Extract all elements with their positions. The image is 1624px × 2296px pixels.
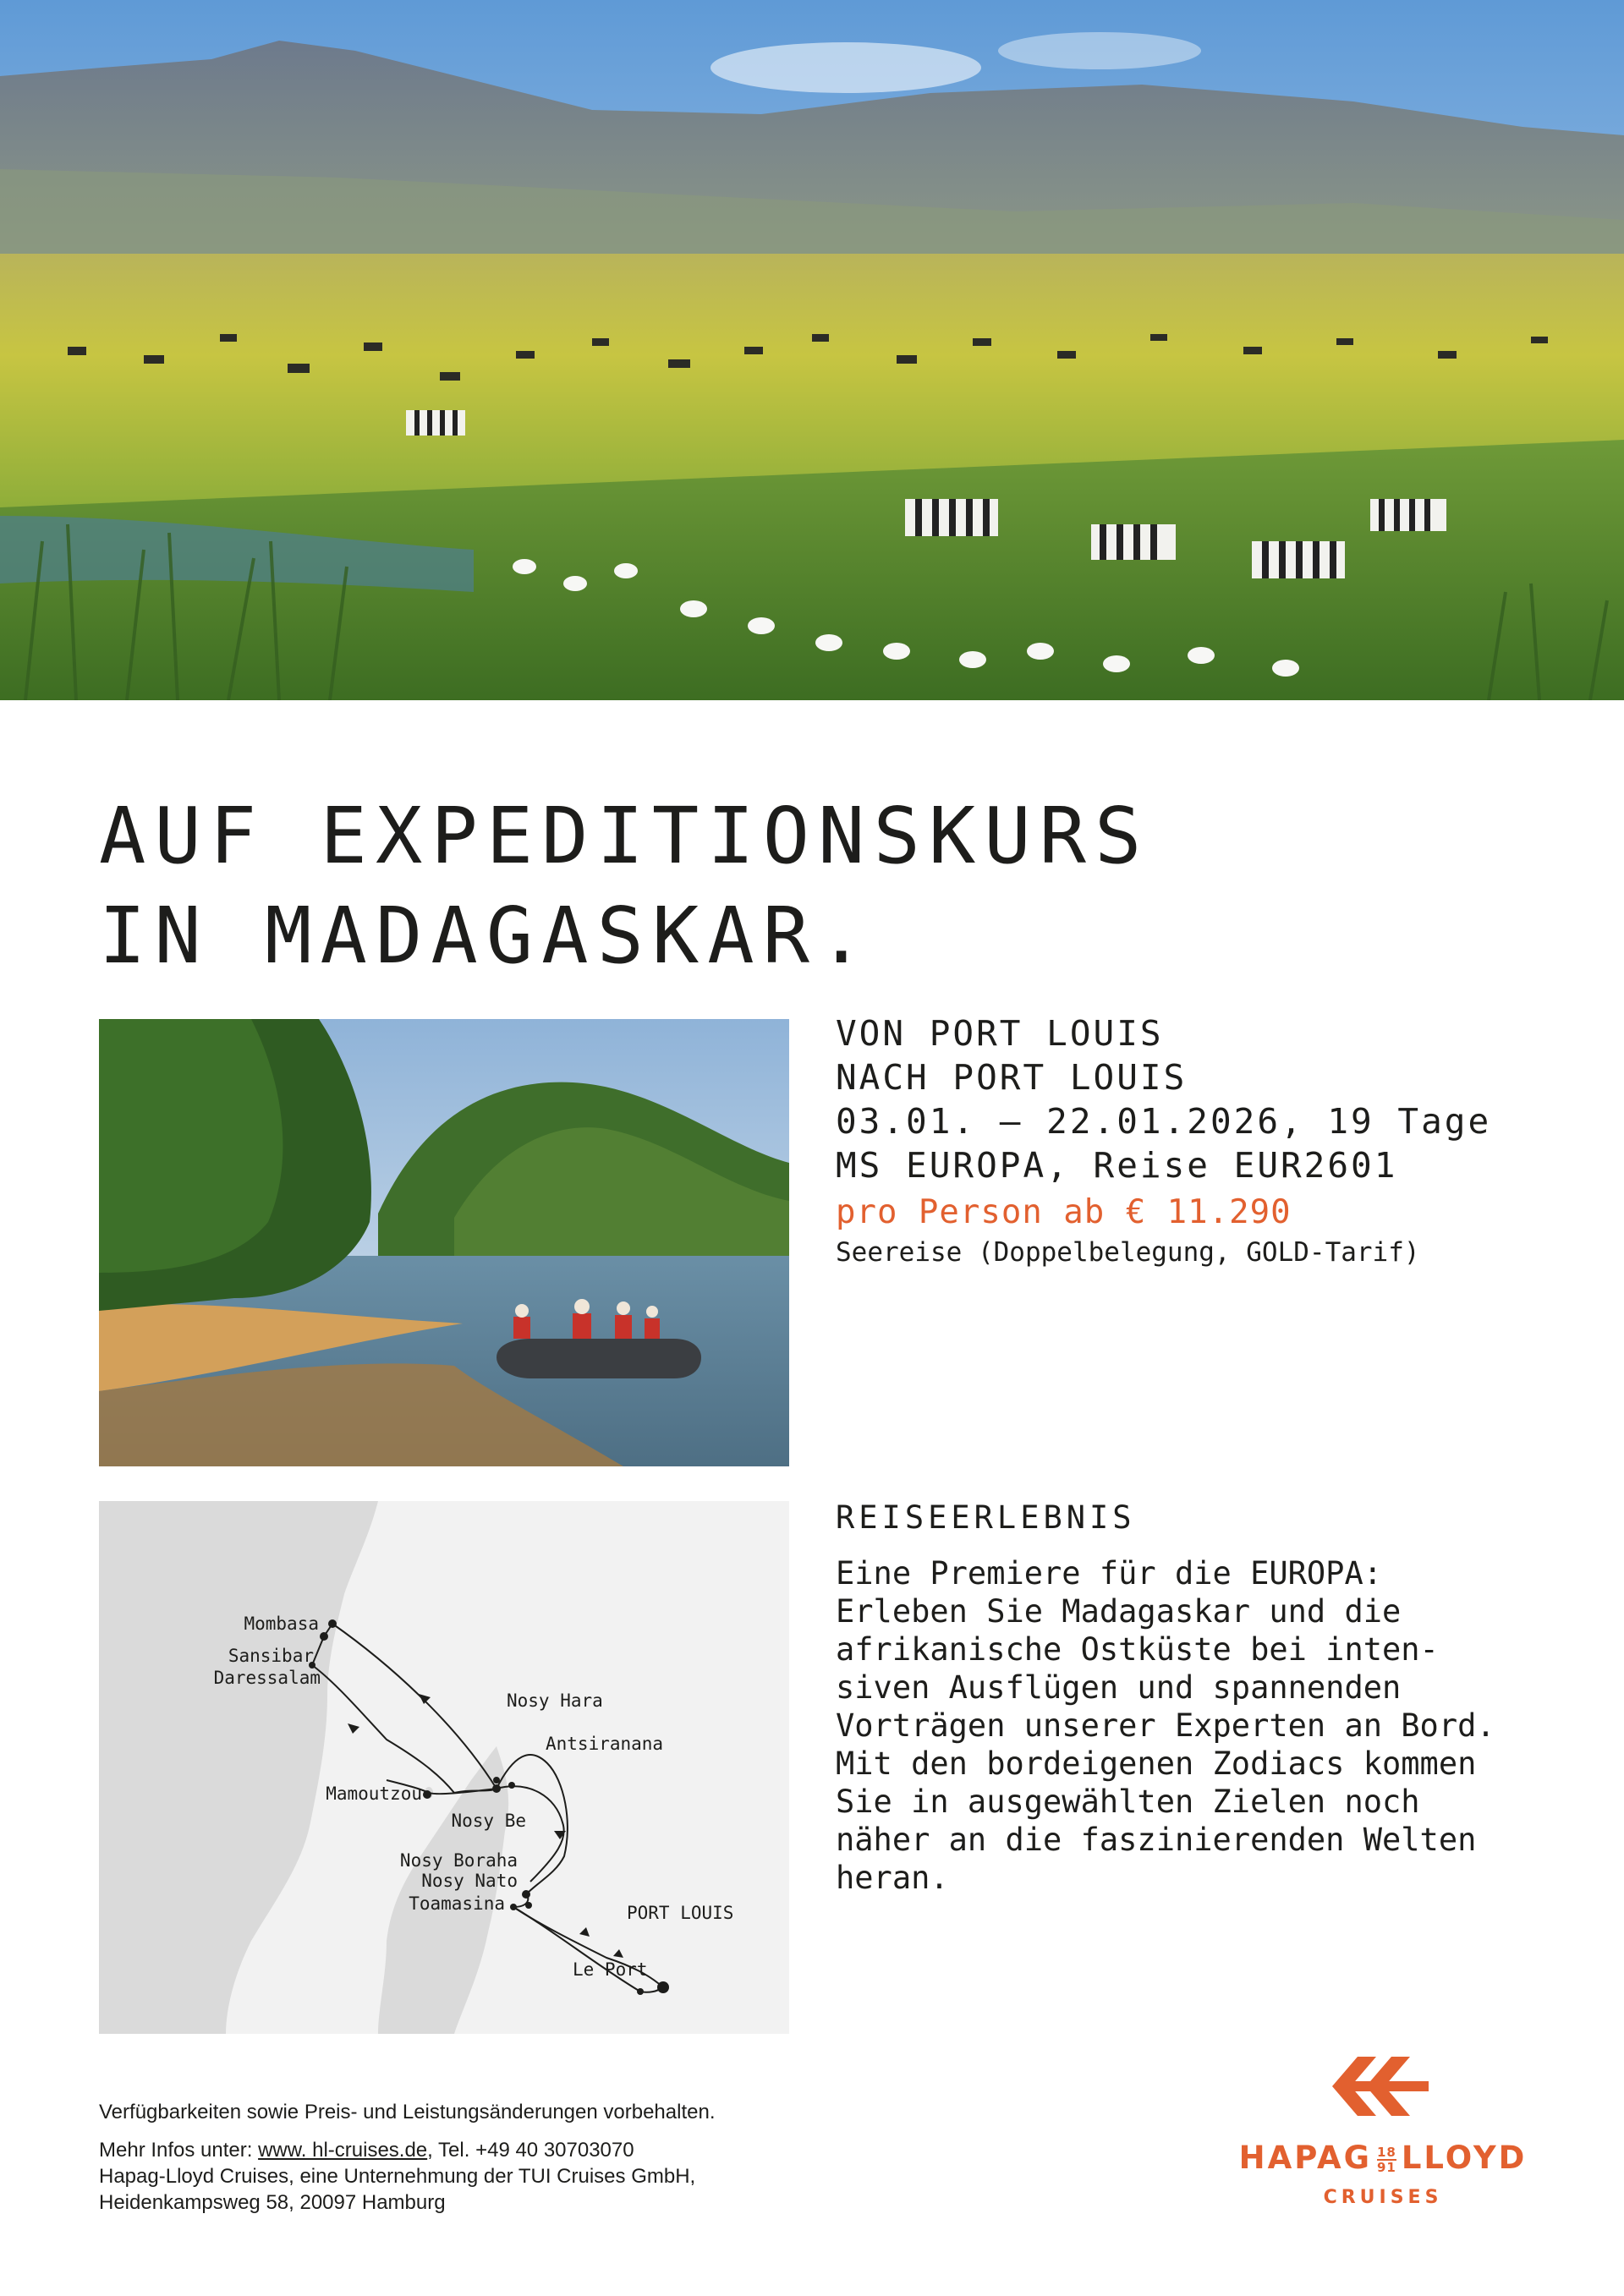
port-dot-nosy-hara	[493, 1777, 500, 1784]
experience-line: Mit den bordeigenen Zodiacs kommen	[836, 1745, 1477, 1782]
logo-wordmark	[1231, 2140, 1535, 2176]
logo-years	[1377, 2145, 1396, 2174]
experience-line: siven Ausflügen und spannenden	[836, 1669, 1402, 1706]
experience-line: Erleben Sie Madagaskar und die	[836, 1593, 1402, 1630]
headline-line-2: IN MADAGASKAR.	[99, 890, 874, 981]
map-label-le-port: Le Port	[573, 1959, 648, 1980]
hero-photo-illustration	[0, 0, 1624, 700]
logo-mark-icon	[1231, 2047, 1535, 2131]
experience-line: näher an die faszinierenden Welten	[836, 1822, 1477, 1858]
logo-year-bottom: 91	[1376, 2159, 1396, 2175]
page-headline	[99, 786, 1537, 986]
trip-dates: 03.01. – 22.01.2026, 19 Tage	[836, 1101, 1492, 1142]
footer-company: Hapag-Lloyd Cruises, eine Unternehmung der TUI Cruises GmbH,	[99, 2165, 696, 2188]
experience-line: Sie in ausgewählten Zielen noch	[836, 1784, 1420, 1820]
map-label-nosy-hara: Nosy Hara	[507, 1690, 603, 1711]
port-dot-nosy-nato	[525, 1902, 532, 1909]
experience-title: REISEERLEBNIS	[836, 1499, 1136, 1536]
map-label-nosy-boraha: Nosy Boraha	[399, 1850, 518, 1871]
route-map-graphic	[99, 1501, 789, 2034]
logo-brand-right: LLOYD	[1401, 2140, 1528, 2176]
port-dot-toamasina	[510, 1904, 517, 1910]
footer-website-link[interactable]: www. hl-cruises.de	[258, 2139, 428, 2162]
port-dot-le-port	[637, 1988, 644, 1995]
port-dot-nosy-boraha	[522, 1890, 530, 1899]
footer	[99, 2099, 945, 2216]
logo-subline: CRUISES	[1323, 2187, 1443, 2208]
footer-info-prefix: Mehr Infos unter:	[99, 2139, 259, 2162]
trip-ship: MS EUROPA, Reise EUR2601	[836, 1145, 1398, 1186]
footer-address: Heidenkampsweg 58, 20097 Hamburg	[99, 2191, 446, 2214]
map-label-port-louis: PORT LOUIS	[627, 1903, 734, 1923]
map-label-antsiranana: Antsiranana	[546, 1734, 664, 1754]
route-map	[99, 1501, 789, 2034]
hero-photo-savannah	[0, 0, 1624, 700]
trip-price: pro Person ab € 11.290	[836, 1193, 1292, 1231]
map-label-mamoutzou: Mamoutzou	[326, 1784, 422, 1804]
map-label-toamasina: Toamasina	[409, 1893, 505, 1914]
port-dot-antsiranana	[508, 1782, 515, 1789]
footer-info-suffix: , Tel. +49 40 30703070	[427, 2139, 634, 2162]
trip-info	[836, 1011, 1580, 1270]
headline-line-1: AUF EXPEDITIONSKURS	[99, 791, 1150, 881]
experience-line: Eine Premiere für die EUROPA:	[836, 1555, 1383, 1592]
map-label-nosy-nato: Nosy Nato	[421, 1871, 518, 1891]
map-label-mombasa: Mombasa	[244, 1614, 319, 1634]
trip-to: NACH PORT LOUIS	[836, 1057, 1188, 1098]
footer-disclaimer: Verfügbarkeiten sowie Preis- und Leistungsänderungen vorbehalten.	[99, 2101, 716, 2123]
trip-price-note: Seereise (Doppelbelegung, GOLD-Tarif)	[836, 1237, 1420, 1268]
zodiac-photo-illustration	[99, 1019, 789, 1466]
logo-year-top: 18	[1376, 2144, 1396, 2160]
port-dot-mamoutzou	[423, 1790, 431, 1799]
port-dot-port-louis	[657, 1981, 669, 1993]
map-label-daressalam: Daressalam	[213, 1668, 321, 1688]
experience-body	[836, 1554, 1597, 1897]
experience-line: Vorträgen unserer Experten an Bord.	[836, 1707, 1495, 1744]
port-dot-sansibar	[320, 1632, 328, 1641]
experience-line: afrikanische Ostküste bei inten-	[836, 1631, 1439, 1668]
logo-brand-left: HAPAG	[1238, 2140, 1372, 2176]
footer-info-line	[99, 2137, 945, 2163]
experience-line: heran.	[836, 1860, 949, 1896]
port-dot-mombasa	[328, 1619, 337, 1628]
map-label-sansibar: Sansibar	[228, 1646, 314, 1666]
zodiac-photo	[99, 1019, 789, 1466]
port-dot-nosy-be	[492, 1784, 501, 1793]
trip-from: VON PORT LOUIS	[836, 1013, 1164, 1054]
hapag-lloyd-logo	[1231, 2047, 1535, 2216]
map-label-nosy-be: Nosy Be	[451, 1811, 526, 1831]
experience-section	[836, 1497, 1597, 1897]
